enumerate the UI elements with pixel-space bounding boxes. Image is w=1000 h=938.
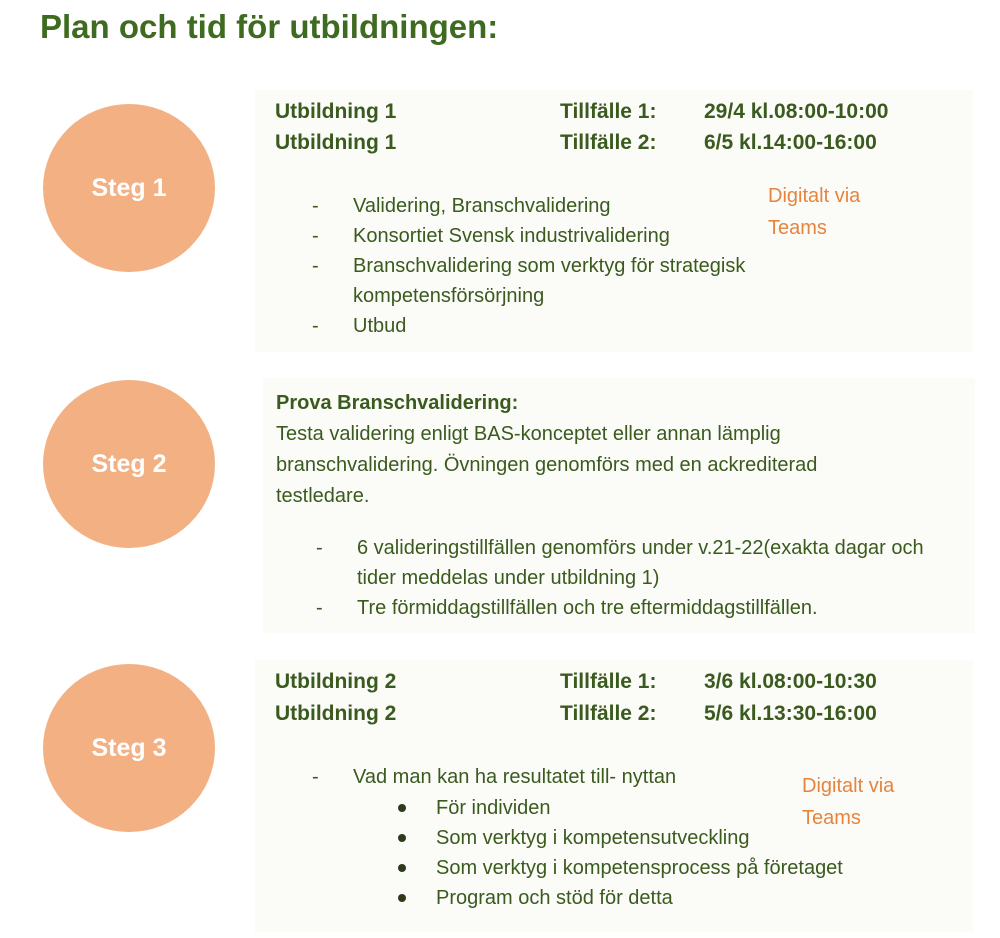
list-item: - Validering, Branschvalidering [353,191,823,221]
step-3-circle [43,664,215,832]
list-item: - Tre förmiddagstillfällen och tre eftermiddagstillfällen. [357,593,967,623]
step-3-row-2-occasion: Tillfälle 2: [560,702,657,725]
note-line: Digitalt via [768,185,861,207]
step-3-row-1-time: 3/6 kl.08:00-10:30 [704,670,877,693]
list-item: Som verktyg i kompetensutveckling [436,823,936,853]
note-line: Teams [802,807,861,829]
step-1-circle [43,104,215,272]
list-item: - Branschvalidering som verktyg för strategisk kompetensförsörjning [353,251,823,311]
step-1-row-2-occasion: Tillfälle 2: [560,131,657,154]
step-3-delivery-note [802,770,894,834]
step-2-label: Steg 2 [91,449,167,478]
step-2-circle [43,380,215,548]
note-line: Digitalt via [802,775,895,797]
step-1-row-1-course: Utbildning 1 [275,100,397,123]
step-1-topic-list [353,191,823,341]
step-1-row-1-time: 29/4 kl.08:00-10:00 [704,100,889,123]
step-3-row-1-course: Utbildning 2 [275,670,397,693]
step-3-row-2-course: Utbildning 2 [275,702,397,725]
step-2-paragraph: Testa validering enligt BAS-konceptet eller annan lämplig branschvalidering. Övningen genomförs med en ackrediterad testledare. [276,423,818,507]
list-item: Som verktyg i kompetensprocess på företaget [436,853,936,883]
step-2-list [357,533,967,623]
list-item: - Konsortiet Svensk industrivalidering [353,221,823,251]
list-item: Program och stöd för detta [436,883,936,913]
step-3-label: Steg 3 [91,733,167,762]
list-item: - Vad man kan ha resultatet till- nyttan [353,762,773,792]
list-item: - 6 valideringstillfällen genomförs under v.21-22(exakta dagar och tider meddelas under utbildning 1) [357,533,967,593]
list-item: - Utbud [353,311,823,341]
step-1-row-2-course: Utbildning 1 [275,131,397,154]
step-1-label: Steg 1 [91,173,167,202]
list-item: För individen [436,793,936,823]
step-3-row-1-occasion: Tillfälle 1: [560,670,657,693]
step-2-heading: Prova Branschvalidering: [276,392,519,414]
step-3-row-2-time: 5/6 kl.13:30-16:00 [704,702,877,725]
page-title: Plan och tid för utbildningen: [40,8,499,45]
step-1-row-1-occasion: Tillfälle 1: [560,100,657,123]
note-line: Teams [768,217,827,239]
step-3-list [353,762,773,792]
step-1-row-2-time: 6/5 kl.14:00-16:00 [704,131,877,154]
step-1-delivery-note [768,180,860,244]
